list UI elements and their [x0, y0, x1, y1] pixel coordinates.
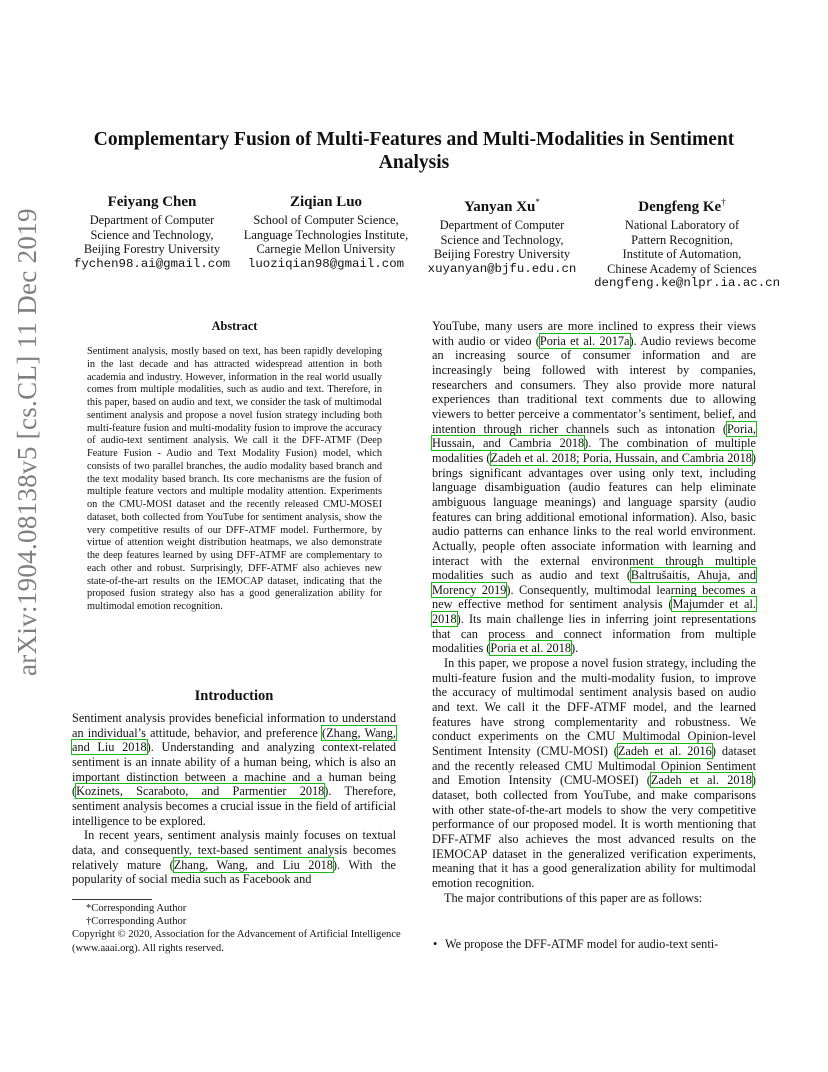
bullet-text: We propose the DFF-ATMF model for audio-text senti- — [445, 937, 719, 951]
citation-link[interactable]: Zadeh et al. 2018 — [650, 773, 752, 788]
paragraph: YouTube, many users are more inclined to express their views with audio or video (Poria et al. 2017a). Audio reviews become an increasing source of consumer information and are increasingly being followed with interest by companies, researchers and consumers. They also provide more natural experiences than traditional text comments due to allowing viewers to better perceive a commentator’s sentiment, belief, and intention through richer channels such as intonation (Poria, Hussain, and Cambria 2018). The combination of multiple modalities (Zadeh et al. 2018; Poria, Hussain, and Cambria 2018) brings significant advantages over using only text, including language disambiguation (audio features can help eliminate ambiguous language meanings) and language sparsity (audio features can bring additional emotional information). Also, basic audio patterns can enhance links to the real world environment. Actually, people often associate information with learning and interact with the external environment through multiple modalities such as audio and text (Baltrušaitis, Ahuja, and Morency 2019). Consequently, multimodal learning becomes a new effective method for sentiment analysis (Majumder et al. 2018). Its main challenge lies in inferring joint representations that can process and connect information from multiple modalities (Poria et al. 2018). — [432, 319, 757, 656]
paragraph: Sentiment analysis provides beneficial information to understand an individual’s attitude, behavior, and preference (Zhang, Wang, and Liu 2018). Understanding and analyzing context-related sentiment is an innate ability of a human being, which is also an important distinction between a machine and a human being (Kozinets, Scaraboto, and Parmentier 2018). Therefore, sentiment analysis becomes a crucial issue in the field of artificial intelligence to be explored. — [72, 711, 397, 828]
author-block-4 — [584, 193, 780, 291]
author-affiliation: Institute of Automation, — [622, 247, 742, 262]
author-affiliation: Chinese Academy of Sciences — [607, 261, 757, 276]
author-email[interactable]: fychen98.ai@gmail.com — [73, 256, 231, 271]
author-name: Dengfeng Ke† — [638, 197, 726, 215]
author-affiliation: Pattern Recognition, — [631, 232, 733, 247]
author-affiliation: Carnegie Mellon University — [256, 242, 396, 257]
author-block-1 — [66, 193, 238, 271]
author-block-3 — [418, 193, 586, 276]
contribution-bullet — [433, 937, 718, 952]
arxiv-stamp: arXiv:1904.08138v5 [cs.CL] 11 Dec 2019 — [12, 208, 42, 676]
author-affiliation: Department of Computer — [89, 213, 215, 227]
author-name: Ziqian Luo — [289, 194, 363, 210]
introduction-heading: Introduction — [194, 688, 274, 704]
footnote: †Corresponding Author — [86, 916, 187, 928]
footnotes — [72, 899, 402, 955]
footnote: *Corresponding Author — [86, 903, 187, 914]
bullet-dot-icon: • — [433, 937, 438, 951]
paragraph: The major contributions of this paper are as follows: — [444, 890, 703, 905]
author-affiliation: Science and Technology, — [90, 227, 214, 242]
author-email[interactable]: dengfeng.ke@nlpr.ia.ac.cn — [594, 276, 780, 291]
author-affiliation: Beijing Forestry University — [83, 242, 221, 257]
citation-link[interactable]: Majumder et al. 2018 — [432, 597, 756, 627]
author-affiliation: Department of Computer — [439, 218, 565, 232]
citation-link[interactable]: Poria et al. 2018 — [490, 641, 572, 656]
author-email[interactable]: xuyanyan@bjfu.edu.cn — [427, 261, 577, 276]
author-affiliation: Beijing Forestry University — [433, 247, 571, 262]
citation-link[interactable]: Kozinets, Scaraboto, and Parmentier 2018 — [76, 784, 325, 799]
paragraph: In recent years, sentiment analysis mainly focuses on textual data, and consequently, text-based sentiment analysis becomes relatively mature (Zhang, Wang, and Liu 2018). With the popularity of social media such as Facebook and — [72, 828, 396, 887]
abstract-body: Sentiment analysis, mostly based on text, has been rapidly developing in the last decade and has attracted widespread attention in both academia and industry. However, information in the real world usually comes from multiple modalities, such as audio and text. Therefore, in this paper, based on audio and text, we consider the task of multimodal sentiment analysis and propose a novel fusion strategy including both multi-feature fusion and multi-modality fusion to improve the accuracy of audio-text sentiment analysis. We call it the DFF-ATMF (Deep Feature Fusion - Audio and Text Modality Fusion) model, which consists of two parallel branches, the audio modality based branch and the text modality based branch. Its core mechanisms are the fusion of multiple feature vectors and multiple modality attention. Experiments on the CMU-MOSI dataset and the recently released CMU-MOSEI dataset, both collected from YouTube for sentiment analysis, show the very competitive results of our DFF-ATMF model. Furthermore, by virtue of attention weight distribution heatmaps, we also demonstrate the deep features learned by using DFF-ATMF are complementary to each other and robust. Surprisingly, DFF-ATMF also achieves new state-of-the-art results on the IEMOCAP dataset, indicating that the proposed fusion strategy also has a good generalization ability for multimodal emotion recognition. — [87, 346, 382, 612]
citation-link[interactable]: Baltrušaitis, Ahuja, and Morency 2019 — [432, 568, 756, 597]
author-mark: * — [535, 197, 540, 207]
author-email[interactable]: luoziqian98@gmail.com — [247, 256, 405, 271]
author-affiliation: National Laboratory of — [624, 218, 740, 232]
citation-link[interactable]: Zadeh et al. 2018; Poria, Hussain, and Cambria 2018 — [490, 450, 752, 465]
author-name: Feiyang Chen — [107, 194, 197, 210]
author-affiliation: Science and Technology, — [440, 232, 564, 247]
citation-link[interactable]: Poria, Hussain, and Cambria 2018 — [432, 421, 756, 451]
author-name: Yanyan Xu* — [464, 197, 540, 215]
copyright-notice: Copyright © 2020, Association for the Advancement of Artificial Intelligence (www.aaai.org). All rights reserved. — [72, 929, 401, 954]
abstract-heading: Abstract — [211, 319, 258, 333]
citation-link[interactable]: Poria et al. 2017a — [539, 333, 630, 348]
author-block-2 — [236, 193, 416, 271]
citation-link[interactable]: Zhang, Wang, and Liu 2018 — [173, 857, 333, 872]
citation-link[interactable]: Zadeh et al. 2016 — [617, 744, 712, 759]
author-affiliation: Language Technologies Institute, — [243, 227, 409, 242]
citation-link[interactable]: (Zhang, Wang, and Liu 2018 — [72, 725, 397, 755]
paragraph: In this paper, we propose a novel fusion strategy, including the multi-feature fusion and the multi-modality fusion, to improve the accuracy of multimodal sentiment analysis based on audio and text. We call it the DFF-ATMF model, and the learned features have strong complementarity and robustness. We conduct experiments on the CMU Multimodal Opinion-level Sentiment Intensity (CMU-MOSI) (Zadeh et al. 2016) dataset and the recently released CMU Multimodal Opinion Sentiment and Emotion Intensity (CMU-MOSEI) (Zadeh et al. 2018) dataset, both collected from YouTube, and make comparisons with other state-of-the-art models to show the very competitive performance of our proposed model. It is worth mentioning that DFF-ATMF also achieves the most advanced results on the IEMOCAP dataset in the generalized verification experiments, meaning that it has a good generalization ability for multimodal emotion recognition. — [432, 656, 756, 890]
author-mark: † — [721, 197, 726, 207]
right-column-body — [432, 319, 756, 905]
footnote-rule — [72, 899, 152, 900]
author-affiliation: School of Computer Science, — [253, 213, 399, 227]
paper-title: Complementary Fusion of Multi-Features and Multi-Modalities in Sentiment Analysis — [93, 129, 735, 173]
introduction-body — [72, 711, 396, 887]
